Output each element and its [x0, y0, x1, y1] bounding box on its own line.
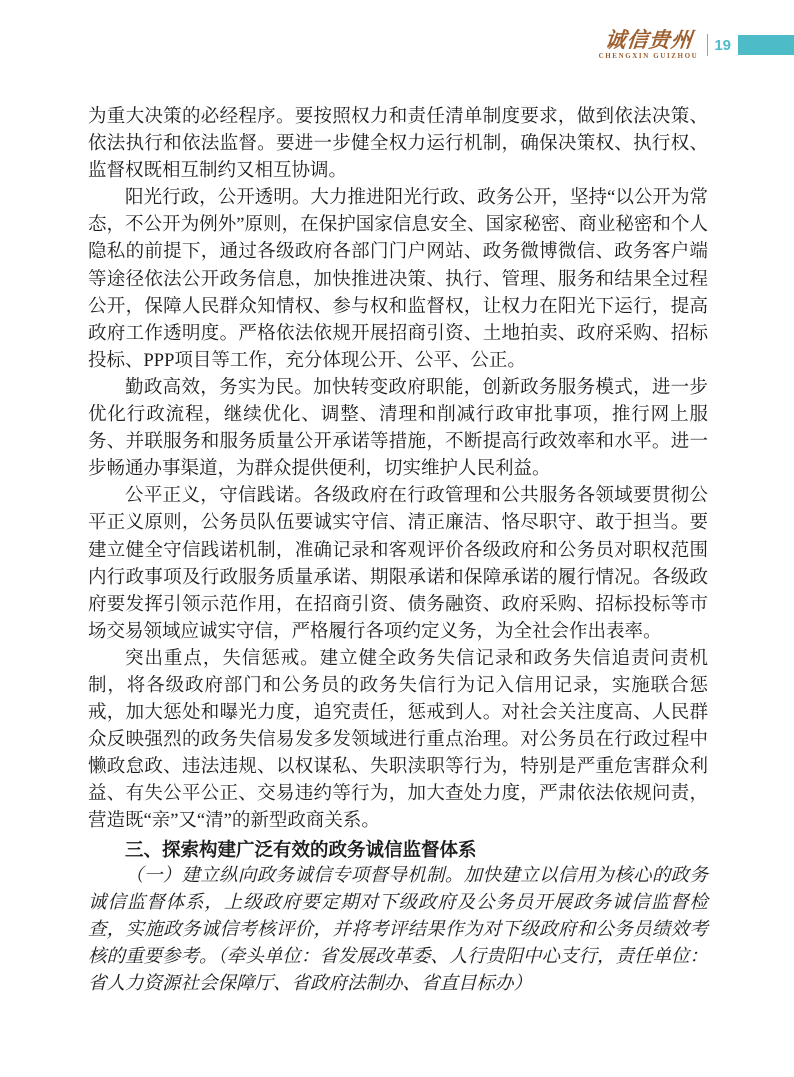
magazine-logo	[599, 30, 699, 60]
body-paragraph: 公平正义，守信践诺。各级政府在行政管理和公共服务各领域要贯彻公平正义原则，公务员队伍要诚实守信、清正廉洁、恪尽职守、敢于担当。要建立健全守信践诺机制，准确记录和客观评价各级政府和公务员对职权范围内行政事项及行政服务质量承诺、期限承诺和保障承诺的履行情况。各级政府要发挥引领示范作用，在招商引资、债务融资、政府采购、招标投标等市场交易领域应诚实守信，严格履行各项约定义务，为全社会作出表率。	[88, 486, 708, 642]
page-number: 19	[714, 36, 731, 54]
body-paragraph: 勤政高效，务实为民。加快转变政府职能，创新政务服务模式，进一步优化行政流程，继续优化、调整、清理和削减行政审批事项，推行网上服务、并联服务和服务质量公开承诺等措施，不断提高行政效率和水平。进一步畅通办事渠道，为群众提供便利，切实维护人民利益。	[88, 377, 708, 480]
body-paragraph: （一）建立纵向政务诚信专项督导机制。加快建立以信用为核心的政务诚信监督体系，上级政府要定期对下级政府及公务员开展政务诚信监督检查，实施政务诚信考核评价，并将考评结果作为对下级政府和公务员绩效考核的重要参考。（牵头单位：省发展改革委、人行贵阳中心支行，责任单位：省人力资源社会保障厅、省政府法制办、省直目标办）	[88, 865, 708, 994]
page-header	[599, 30, 794, 60]
document-body	[88, 104, 708, 998]
body-paragraph: 为重大决策的必经程序。要按照权力和责任清单制度要求，做到依法决策、依法执行和依法监督。要进一步健全权力运行机制，确保决策权、执行权、监督权既相互制约又相互协调。	[88, 107, 708, 182]
body-paragraph: 突出重点，失信惩戒。建立健全政务失信记录和政务失信追责问责机制，将各级政府部门和公务员的政务失信行为记入信用记录，实施联合惩戒，加大惩处和曝光力度，追究责任，惩戒到人。对社会关注度高、人民群众反映强烈的政务失信易发多发领域进行重点治理。对公务员在行政过程中懒政怠政、违法违规、以权谋私、失职渎职等行为，特别是严重危害群众利益、有失公平公正、交易违约等行为，加大查处力度，严肃依法依规问责，营造既“亲”又“清”的新型政商关系。	[88, 648, 708, 832]
logo-subtext: CHENGXIN GUIZHOU	[598, 52, 699, 60]
header-accent-bar	[738, 35, 794, 55]
header-divider	[707, 34, 708, 56]
logo-calligraphy-text: 诚信贵州	[603, 28, 694, 52]
section-heading: 三、探索构建广泛有效的政务诚信监督体系	[125, 838, 477, 860]
body-paragraph: 阳光行政，公开透明。大力推进阳光行政、政务公开，坚持“以公开为常态，不公开为例外”原则，在保护国家信息安全、国家秘密、商业秘密和个人隐私的前提下，通过各级政府各部门门户网站、政务微博微信、政务客户端等途径依法公开政务信息，加快推进决策、执行、管理、服务和结果全过程公开，保障人民群众知情权、参与权和监督权，让权力在阳光下运行，提高政府工作透明度。严格依法依规开展招商引资、土地拍卖、政府采购、招标投标、PPP项目等工作，充分体现公开、公平、公正。	[88, 188, 708, 371]
